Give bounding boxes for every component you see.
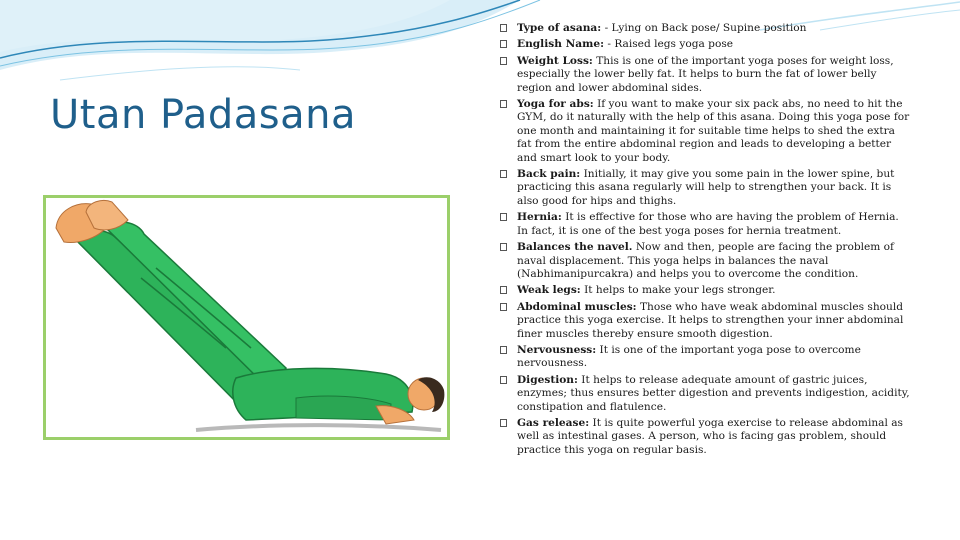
bullet-box-icon	[500, 346, 507, 354]
bullet-box-icon	[500, 170, 507, 178]
list-item: Gas release: It is quite powerful yoga exercise to release abdominal as well as intestinal gases. A person, who is facing gas problem, should practice this yoga on regular basis.	[500, 417, 910, 457]
bullet-box-icon	[500, 24, 507, 32]
bullet-box-icon	[500, 57, 507, 65]
list-item: Type of asana: - Lying on Back pose/ Supine position	[500, 22, 910, 35]
bullet-box-icon	[500, 213, 507, 221]
list-item: Back pain: Initially, it may give you some pain in the lower spine, but practicing this asana regularly will help to strengthen your back. It is also good for hips and thighs.	[500, 168, 910, 208]
bullet-box-icon	[500, 243, 507, 251]
yoga-pose-illustration	[43, 195, 450, 440]
list-item: Digestion: It helps to release adequate amount of gastric juices, enzymes; thus ensures better digestion and prevents indigestion, acidity, constipation and flatulence.	[500, 374, 910, 414]
list-item: Weak legs: It helps to make your legs stronger.	[500, 284, 910, 297]
benefits-list	[500, 22, 910, 460]
bullet-box-icon	[500, 419, 507, 427]
bullet-box-icon	[500, 286, 507, 294]
bullet-box-icon	[500, 303, 507, 311]
list-item: Balances the navel. Now and then, people are facing the problem of naval displacement. This yoga helps in balances the naval (Nabhimanipurcakra) and helps you to overcome the condition.	[500, 241, 910, 281]
list-item: Yoga for abs: If you want to make your six pack abs, no need to hit the GYM, do it naturally with the help of this asana. Doing this yoga pose for one month and maintaining it for suitable time helps to shed the extra fat from the entire abdominal region and leads to developing a better and smart look to your body.	[500, 98, 910, 165]
list-item: English Name: - Raised legs yoga pose	[500, 38, 910, 51]
bullet-box-icon	[500, 40, 507, 48]
list-item: Nervousness: It is one of the important yoga pose to overcome nervousness.	[500, 344, 910, 371]
list-item: Abdominal muscles: Those who have weak abdominal muscles should practice this yoga exercise. It helps to strengthen your inner abdominal finer muscles thereby ensure smooth digestion.	[500, 301, 910, 341]
raised-legs-figure-icon	[46, 198, 447, 437]
bullet-box-icon	[500, 100, 507, 108]
bullet-box-icon	[500, 376, 507, 384]
list-item: Weight Loss: This is one of the important yoga poses for weight loss, especially the lower belly fat. It helps to burn the fat of lower belly region and lower abdominal sides.	[500, 55, 910, 95]
list-item: Hernia: It is effective for those who are having the problem of Hernia. In fact, it is one of the best yoga poses for hernia treatment.	[500, 211, 910, 238]
slide-title: Utan Padasana	[50, 92, 356, 138]
